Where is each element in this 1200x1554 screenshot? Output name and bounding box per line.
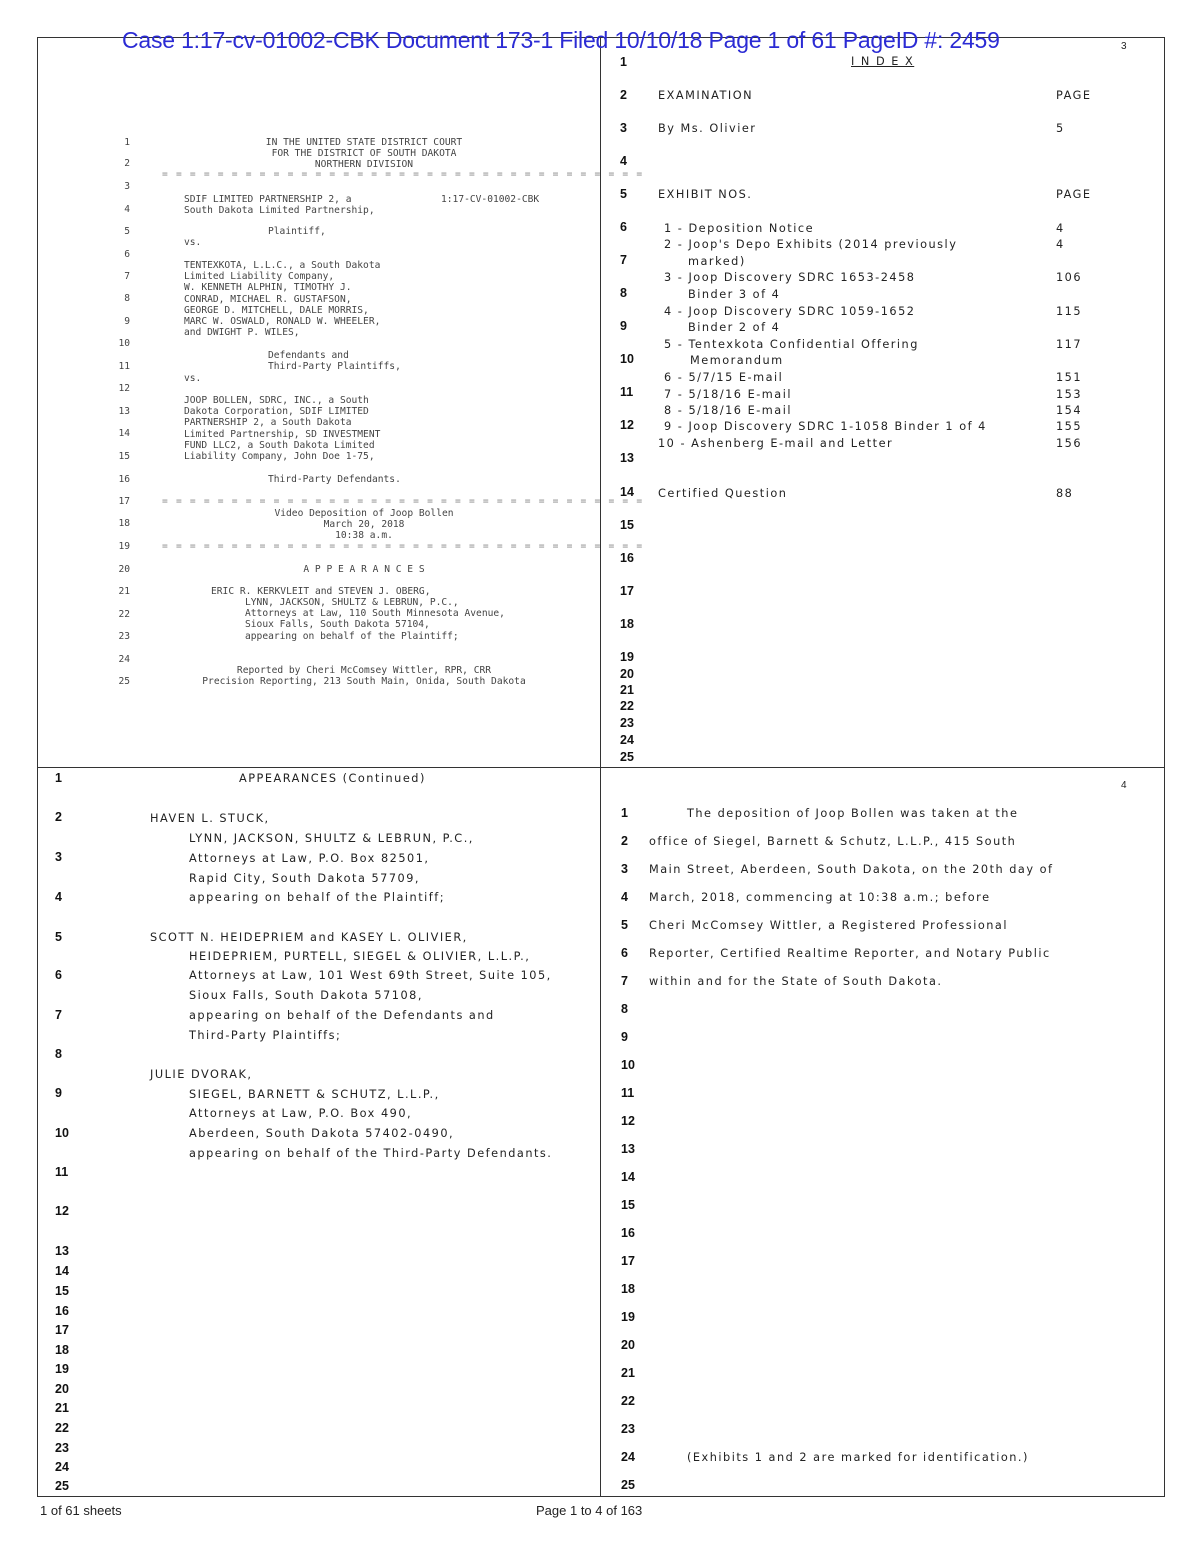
- appearances-heading: A P P E A R A N C E S: [303, 564, 425, 575]
- versus: vs.: [184, 373, 202, 384]
- exhibits-marked-note: (Exhibits 1 and 2 are marked for identification.): [687, 1451, 1029, 1464]
- counsel-name: ERIC R. KERKVLEIT and STEVEN J. OBERG,: [211, 586, 431, 597]
- line-number: 11: [55, 1165, 69, 1179]
- counsel-firm: SIEGEL, BARNETT & SCHUTZ, L.L.P.,: [189, 1088, 440, 1101]
- line-number: 18: [118, 518, 130, 529]
- line-number: 9: [124, 316, 130, 327]
- transcript-line: Cheri McComsey Wittler, a Registered Professional: [649, 919, 1008, 932]
- line-number: 20: [55, 1382, 69, 1396]
- line-number: 25: [118, 676, 130, 687]
- exhibit-page: 156: [1056, 437, 1083, 450]
- exhibit-entry: 7 - 5/18/16 E-mail: [664, 388, 793, 401]
- line-number: 7: [55, 1008, 62, 1022]
- line-number: 12: [621, 1114, 635, 1128]
- line-number: 7: [621, 974, 628, 988]
- counsel-address: Attorneys at Law, P.O. Box 490,: [189, 1107, 413, 1120]
- line-number: 19: [118, 541, 130, 552]
- transcript-line: March, 2018, commencing at 10:38 a.m.; before: [649, 891, 991, 904]
- counsel-address: Rapid City, South Dakota 57709,: [189, 872, 420, 885]
- exhibit-page: 117: [1056, 338, 1083, 351]
- line-number: 24: [118, 654, 130, 665]
- exhibit-entry: 1 - Deposition Notice: [664, 222, 815, 235]
- line-number: 1: [621, 806, 628, 820]
- plaintiff-party: SDIF LIMITED PARTNERSHIP 2, a South Dakota Limited Partnership,: [184, 194, 375, 217]
- line-number: 17: [621, 1254, 635, 1268]
- line-number: 1: [55, 771, 62, 785]
- line-number: 12: [620, 418, 634, 432]
- line-number: 17: [620, 584, 634, 598]
- exhibit-entry: Memorandum: [690, 354, 784, 367]
- line-number: 6: [124, 249, 130, 260]
- line-number: 13: [118, 406, 130, 417]
- counsel-role: appearing on behalf of the Third-Party Defendants.: [189, 1147, 553, 1160]
- line-number: 23: [118, 631, 130, 642]
- line-number: 20: [621, 1338, 635, 1352]
- counsel-role: appearing on behalf of the Plaintiff;: [189, 891, 446, 904]
- line-number: 11: [118, 361, 130, 372]
- deposition-title: Video Deposition of Joop Bollen March 20, 2018 10:38 a.m.: [274, 508, 454, 542]
- line-number: 4: [621, 890, 628, 904]
- counsel-role: appearing on behalf of the Defendants and: [189, 1009, 495, 1022]
- transcript-line: office of Siegel, Barnett & Schutz, L.L.P., 415 South: [649, 835, 1017, 848]
- counsel-address: Aberdeen, South Dakota 57402-0490,: [189, 1127, 455, 1140]
- line-number: 2: [124, 158, 130, 169]
- line-number: 7: [620, 253, 627, 267]
- index-title: I N D E X: [851, 55, 915, 68]
- line-number: 16: [55, 1304, 69, 1318]
- line-number: 14: [55, 1264, 69, 1278]
- exhibit-page: 4: [1056, 238, 1065, 251]
- counsel-firm: HEIDEPRIEM, PURTELL, SIEGEL & OLIVIER, L.L.P.,: [189, 950, 531, 963]
- line-number: 13: [55, 1244, 69, 1258]
- horizontal-divider: [37, 767, 1165, 768]
- line-number: 14: [621, 1170, 635, 1184]
- line-number: 1: [124, 137, 130, 148]
- exhibit-heading: EXHIBIT NOS.: [658, 188, 753, 201]
- exhibit-entry: 3 - Joop Discovery SDRC 1653-2458: [664, 271, 916, 284]
- line-number: 8: [55, 1047, 62, 1061]
- case-number: 1:17-CV-01002-CBK: [441, 194, 540, 205]
- line-number: 15: [620, 518, 634, 532]
- exhibit-entry: 2 - Joop's Depo Exhibits (2014 previously: [664, 238, 958, 251]
- appearances-continued-title: APPEARANCES (Continued): [239, 772, 426, 785]
- exhibit-page: 155: [1056, 420, 1083, 433]
- line-number: 22: [620, 699, 634, 713]
- counsel-address: Sioux Falls, South Dakota 57108,: [189, 989, 423, 1002]
- counsel-address: Attorneys at Law, P.O. Box 82501,: [189, 852, 430, 865]
- counsel-name: SCOTT N. HEIDEPRIEM and KASEY L. OLIVIER,: [150, 931, 468, 944]
- exhibit-entry: Binder 3 of 4: [688, 288, 781, 301]
- court-caption: IN THE UNITED STATE DISTRICT COURT FOR THE DISTRICT OF SOUTH DAKOTA NORTHERN DIVISION: [265, 137, 463, 171]
- transcript-line: within and for the State of South Dakota.: [649, 975, 943, 988]
- line-number: 23: [620, 716, 634, 730]
- transcript-line: Main Street, Aberdeen, South Dakota, on the 20th day of: [649, 863, 1054, 876]
- line-number: 9: [55, 1086, 62, 1100]
- versus: vs.: [184, 237, 202, 248]
- line-number: 3: [124, 181, 130, 192]
- exhibit-entry: 5 - Tentexkota Confidential Offering: [664, 338, 919, 351]
- line-number: 1: [620, 55, 627, 69]
- line-number: 2: [620, 88, 627, 102]
- counsel-firm: LYNN, JACKSON, SHULTZ & LEBRUN, P.C.,: [189, 832, 474, 845]
- line-number: 21: [55, 1401, 69, 1415]
- line-number: 19: [55, 1362, 69, 1376]
- footer-pages: Page 1 to 4 of 163: [536, 1503, 643, 1518]
- line-number: 13: [621, 1142, 635, 1156]
- line-number: 6: [621, 946, 628, 960]
- separator-line: = = = = = = = = = = = = = = = = = = = = = = = = = = = = = = = = = = =: [162, 541, 644, 552]
- line-number: 6: [620, 220, 627, 234]
- line-number: 17: [55, 1323, 69, 1337]
- exhibit-page: 4: [1056, 222, 1065, 235]
- line-number: 12: [55, 1204, 69, 1218]
- line-number: 3: [620, 121, 627, 135]
- line-number: 15: [621, 1198, 635, 1212]
- line-number: 8: [620, 286, 627, 300]
- line-number: 18: [55, 1343, 69, 1357]
- line-number: 10: [118, 338, 130, 349]
- defendants-role: Defendants and Third-Party Plaintiffs,: [268, 350, 401, 373]
- page-column-heading: PAGE: [1056, 89, 1092, 102]
- exhibit-page: 106: [1056, 271, 1083, 284]
- third-party-role: Third-Party Defendants.: [268, 474, 401, 485]
- transcript-line: The deposition of Joop Bollen was taken at the: [687, 807, 1019, 820]
- line-number: 21: [620, 683, 634, 697]
- line-number: 7: [124, 271, 130, 282]
- line-number: 8: [621, 1002, 628, 1016]
- exhibit-page: 154: [1056, 404, 1083, 417]
- exhibit-entry: 8 - 5/18/16 E-mail: [664, 404, 793, 417]
- line-number: 23: [55, 1441, 69, 1455]
- examination-by: By Ms. Olivier: [658, 122, 757, 135]
- line-number: 16: [620, 551, 634, 565]
- page-number-3: 3: [1121, 41, 1127, 52]
- examination-page: 5: [1056, 122, 1065, 135]
- line-number: 5: [124, 226, 130, 237]
- line-number: 21: [621, 1366, 635, 1380]
- line-number: 6: [55, 968, 62, 982]
- line-number: 11: [620, 385, 634, 399]
- line-number: 14: [620, 485, 634, 499]
- line-number: 24: [620, 733, 634, 747]
- line-number: 11: [621, 1086, 635, 1100]
- line-number: 15: [55, 1284, 69, 1298]
- line-number: 3: [621, 862, 628, 876]
- line-number: 2: [621, 834, 628, 848]
- transcript-line: Reporter, Certified Realtime Reporter, and Notary Public: [649, 947, 1051, 960]
- line-number: 8: [124, 293, 130, 304]
- line-number: 16: [118, 474, 130, 485]
- counsel-address: Attorneys at Law, 101 West 69th Street, Suite 105,: [189, 969, 552, 982]
- line-number: 19: [621, 1310, 635, 1324]
- page-number-4: 4: [1121, 780, 1127, 791]
- footer-sheets: 1 of 61 sheets: [40, 1503, 122, 1518]
- exhibit-entry: 9 - Joop Discovery SDRC 1-1058 Binder 1 of 4: [664, 420, 987, 433]
- line-number: 18: [621, 1282, 635, 1296]
- line-number: 13: [620, 451, 634, 465]
- line-number: 22: [55, 1421, 69, 1435]
- line-number: 23: [621, 1422, 635, 1436]
- line-number: 10: [620, 352, 634, 366]
- line-number: 22: [118, 609, 130, 620]
- line-number: 19: [620, 650, 634, 664]
- counsel-role: Third-Party Plaintiffs;: [189, 1029, 342, 1042]
- counsel-name: JULIE DVORAK,: [150, 1068, 253, 1081]
- third-party-defendants: JOOP BOLLEN, SDRC, INC., a South Dakota Corporation, SDIF LIMITED PARTNERSHIP 2, a South Dakota Limited Partnership, SD INVESTMENT FUND LLC2, a South Dakota Limited Liability Company, John Doe 1-75,: [184, 395, 381, 463]
- line-number: 4: [124, 204, 130, 215]
- line-number: 14: [118, 428, 130, 439]
- counsel-firm: LYNN, JACKSON, SHULTZ & LEBRUN, P.C., Attorneys at Law, 110 South Minnesota Avenue, Sioux Falls, South Dakota 57104, appearing on behalf of the Plaintiff;: [245, 597, 505, 642]
- line-number: 22: [621, 1394, 635, 1408]
- defendants-party: TENTEXKOTA, L.L.C., a South Dakota Limited Liability Company, W. KENNETH ALPHIN, TIMOTHY J. CONRAD, MICHAEL R. GUSTAFSON, GEORGE D. MITCHELL, DALE MORRIS, MARC W. OSWALD, RONALD W. WHEELER, and DWIGHT P. WILES,: [184, 260, 381, 339]
- line-number: 10: [55, 1126, 69, 1140]
- line-number: 4: [55, 890, 62, 904]
- examination-heading: EXAMINATION: [658, 89, 754, 102]
- line-number: 9: [621, 1030, 628, 1044]
- certified-question-page: 88: [1056, 487, 1074, 500]
- line-number: 24: [621, 1450, 635, 1464]
- line-number: 20: [118, 564, 130, 575]
- line-number: 25: [621, 1478, 635, 1492]
- separator-line: = = = = = = = = = = = = = = = = = = = = = = = = = = = = = = = = = = =: [162, 169, 644, 180]
- exhibit-page: 115: [1056, 305, 1083, 318]
- separator-line: = = = = = = = = = = = = = = = = = = = = = = = = = = = = = = = = = = =: [162, 496, 644, 507]
- line-number: 20: [620, 667, 634, 681]
- case-header-stamp: Case 1:17-cv-01002-CBK Document 173-1 Filed 10/10/18 Page 1 of 61 PageID #: 2459: [122, 27, 1000, 53]
- line-number: 10: [621, 1058, 635, 1072]
- exhibit-entry: 10 - Ashenberg E-mail and Letter: [658, 437, 894, 450]
- exhibit-entry: 4 - Joop Discovery SDRC 1059-1652: [664, 305, 916, 318]
- line-number: 9: [620, 319, 627, 333]
- line-number: 21: [118, 586, 130, 597]
- exhibit-entry: marked): [688, 255, 746, 268]
- line-number: 3: [55, 850, 62, 864]
- exhibit-page: 153: [1056, 388, 1083, 401]
- line-number: 5: [55, 930, 62, 944]
- line-number: 16: [621, 1226, 635, 1240]
- line-number: 17: [118, 496, 130, 507]
- line-number: 5: [620, 187, 627, 201]
- reporter-credit: Reported by Cheri McComsey Wittler, RPR, CRR Precision Reporting, 213 South Main, Onida, South Dakota: [202, 665, 526, 688]
- exhibit-entry: 6 - 5/7/15 E-mail: [664, 371, 784, 384]
- plaintiff-role: Plaintiff,: [268, 226, 326, 237]
- line-number: 4: [620, 154, 627, 168]
- counsel-name: HAVEN L. STUCK,: [150, 812, 270, 825]
- line-number: 12: [118, 383, 130, 394]
- line-number: 15: [118, 451, 130, 462]
- certified-question: Certified Question: [658, 487, 788, 500]
- line-number: 25: [55, 1479, 69, 1493]
- line-number: 2: [55, 810, 62, 824]
- line-number: 5: [621, 918, 628, 932]
- line-number: 18: [620, 617, 634, 631]
- line-number: 24: [55, 1460, 69, 1474]
- exhibit-entry: Binder 2 of 4: [688, 321, 781, 334]
- exhibit-page: 151: [1056, 371, 1083, 384]
- page-column-heading: PAGE: [1056, 188, 1092, 201]
- line-number: 25: [620, 750, 634, 764]
